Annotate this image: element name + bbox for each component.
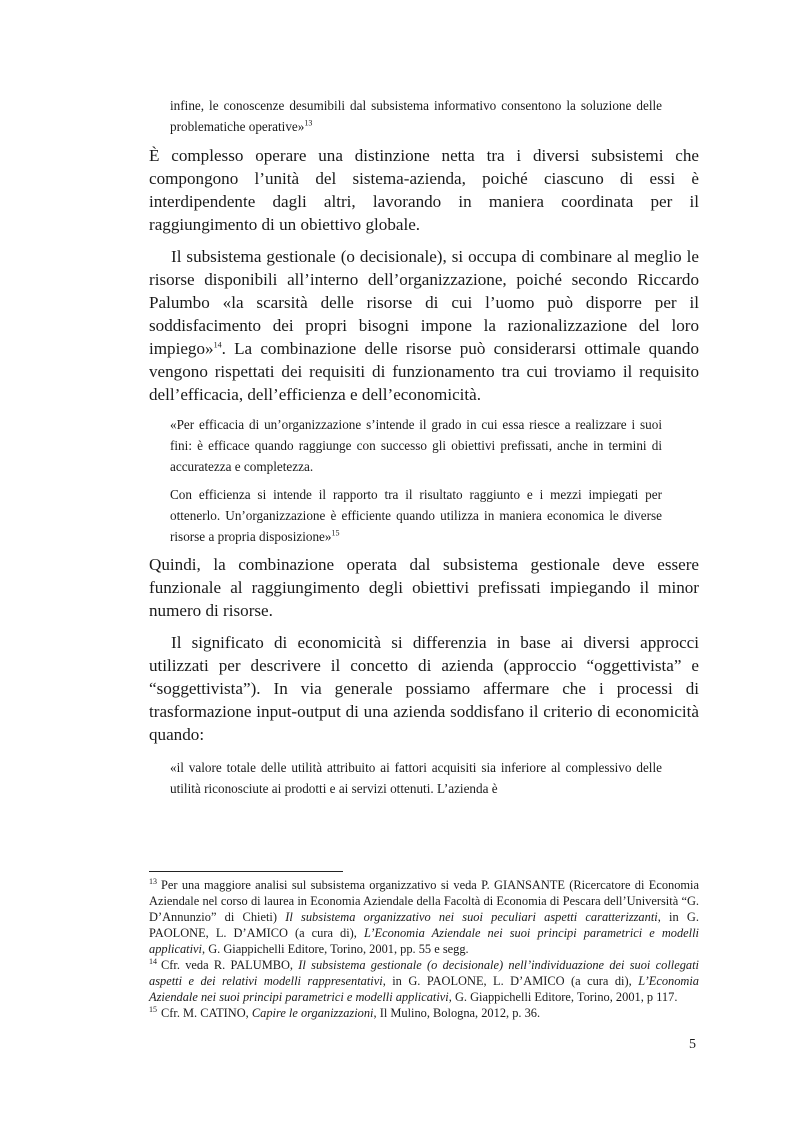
footnote-ref-15[interactable]: 15 [331,528,340,538]
block-quote-2: «Per efficacia di un’organizzazione s’intende il grado in cui essa riesce a realizzare i suoi fini: è efficace quando raggiunge con successo gli obiettivi prefissati, anche in termini di accuratezza e completezza. [170,417,662,474]
footnote-15: $^{15}$ Cfr. M. CATINO, Capire le organizzazioni, Il Mulino, Bologna, 2012, p. 36. [149,1004,541,1020]
paragraph-4: Il significato di economicità si differenzia in base ai diversi approcci utilizzati per descrivere il concetto di azienda (approccio “oggettivista” e “soggettivista”). In via generale possiamo affermare che i processi di trasformazione input-output di una azienda soddisfano il criterio di economicità quando: [149,633,699,744]
block-quote-4: «il valore totale delle utilità attribuito ai fattori acquisiti sia inferiore al complessivo delle utilità riconosciute ai prodotti e ai servizi ottenuti. L’azienda è [170,760,662,796]
block-quote-1: infine, le conoscenze desumibili dal subsistema informativo consentono la soluzione delle problematiche operative»$^{13}$ [170,98,662,134]
footnotes [149,877,699,1021]
footnote-ref-14[interactable]: 14 [213,340,222,350]
footnote-separator [149,871,343,872]
page-number: 5 [689,1037,696,1052]
paragraph-3: Quindi, la combinazione operata dal subsistema gestionale deve essere funzionale al raggiungimento degli obiettivi prefissati impiegando il minor numero di risorse. [149,555,699,620]
footnote-13: $^{13}$ Per una maggiore analisi sul subsistema organizzativo si veda P. GIANSANTE (Ricercatore di Economia Aziendale nel corso di laurea in Economia Aziendale della Facoltà di Economia di Pescara dell’Università “G. D’Annunzio” di Chieti) Il subsistema organizzativo nei suoi peculiari aspetti caratterizzanti, in G. PAOLONE, L. D’AMICO (a cura di), L’Economia Aziendale nei suoi principi parametrici e modelli applicativi, G. Giappichelli Editore, Torino, 2001, pp. 55 e segg. [149,876,699,956]
footnote-14: $^{14}$ Cfr. veda R. PALUMBO, Il subsistema gestionale (o decisionale) nell’individuazione dei suoi collegati aspetti e dei relativi modelli rappresentativi, in G. PAOLONE, L. D’AMICO (a cura di), L’Economia Aziendale nei suoi principi parametrici e modelli applicativi, G. Giappichelli Editore, Torino, 2001, p 117. [149,956,699,1004]
paragraph-2: Il subsistema gestionale (o decisionale), si occupa di combinare al meglio le risorse disponibili all’interno dell’organizzazione, poiché secondo Riccardo Palumbo «la scarsità delle risorse di cui l’uomo può disporre per il soddisfacimento dei propri bisogni impone la razionalizzazione del loro impiego»$^{14}$. La combinazione delle risorse può considerarsi ottimale quando vengono rispettati dei requisiti di funzionamento tra cui troviamo il requisito dell’efficacia, dell’efficienza e dell’economicità. [149,247,699,404]
block-quote-3: Con efficienza si intende il rapporto tra il risultato raggiunto e i mezzi impiegati per ottenerlo. Un’organizzazione è efficiente quando utilizza in maniera economica le diverse risorse a propria disposizione»$^{15}$ [170,487,662,544]
footnote-ref-13[interactable]: 13 [304,118,313,128]
paragraph-1: È complesso operare una distinzione netta tra i diversi subsistemi che compongono l’unità del sistema-azienda, poiché ciascuno di essi è interdipendente dagli altri, lavorando in maniera coordinata per il raggiungimento di un obiettivo globale. [149,146,699,234]
